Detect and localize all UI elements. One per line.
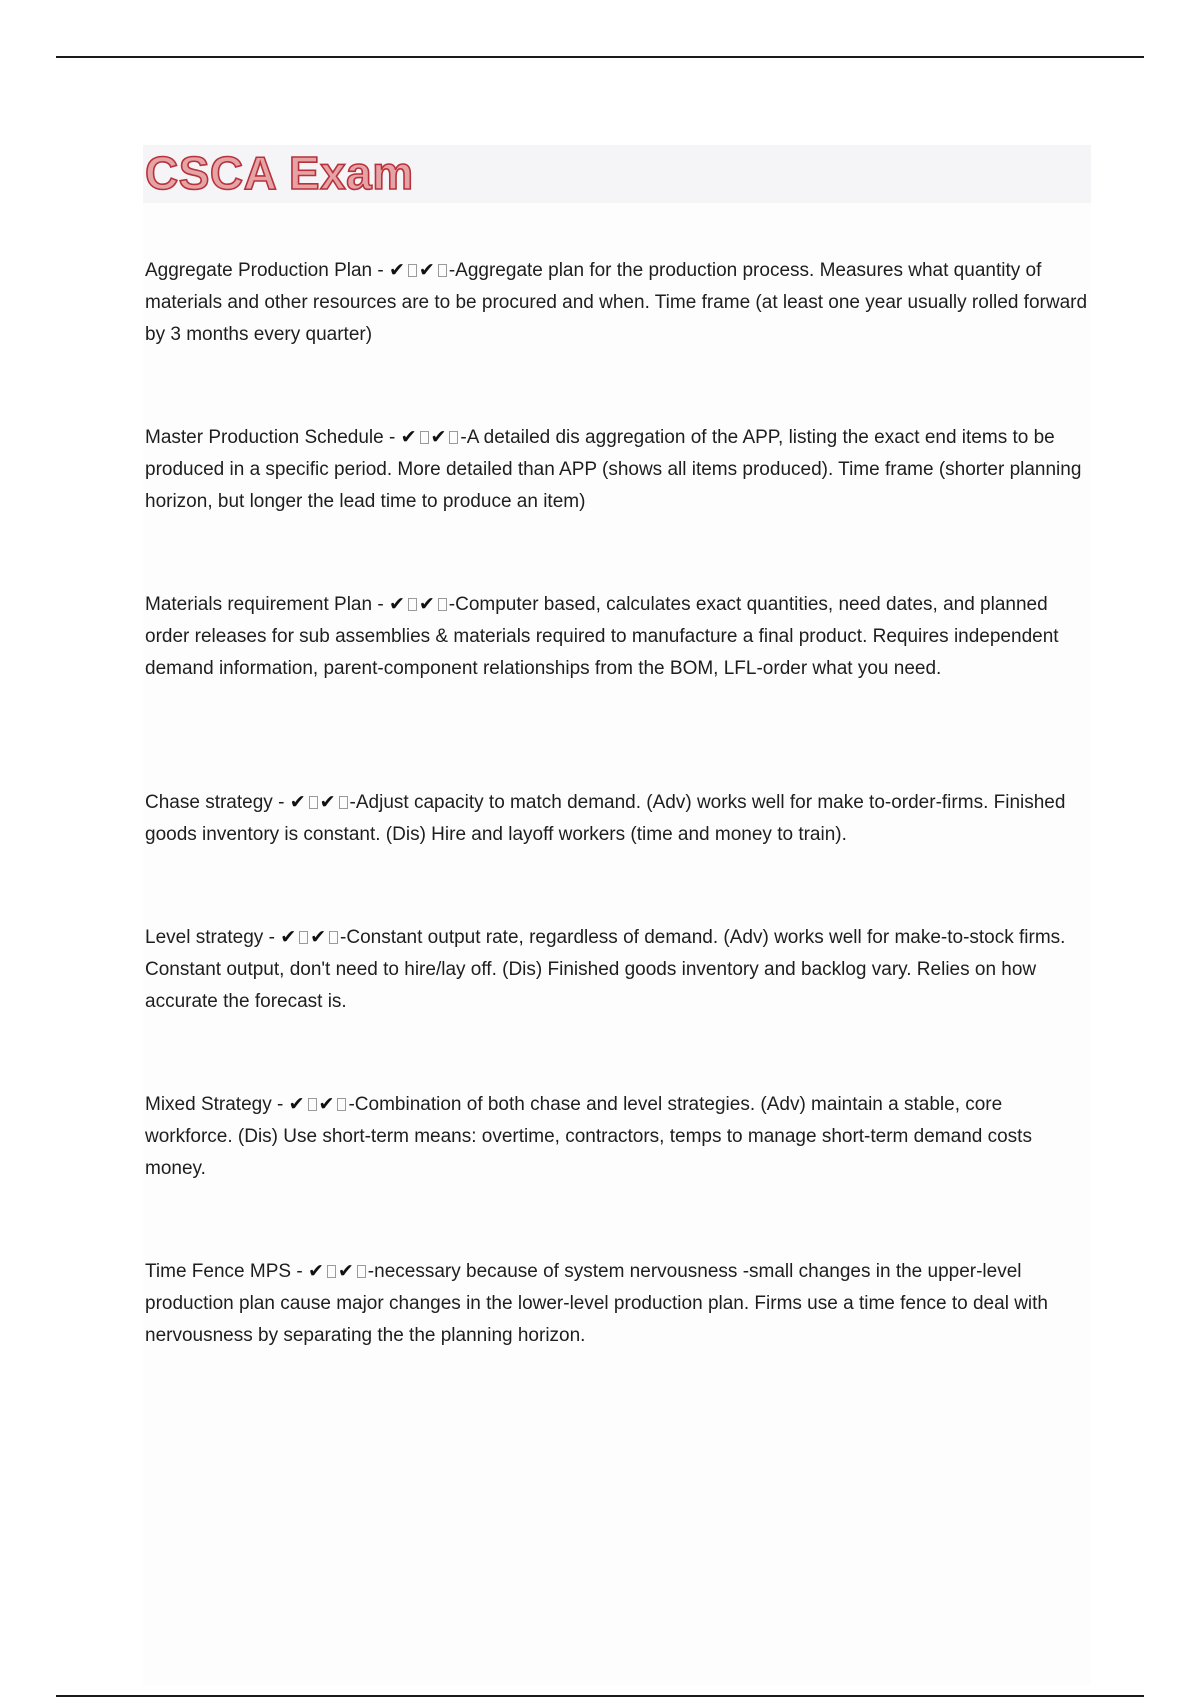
box-icon [329, 931, 338, 944]
entry-aggregate-production-plan [145, 254, 1095, 351]
entry-term: Materials requirement Plan [145, 594, 373, 615]
box-icon [438, 598, 447, 611]
entry-separator: - [383, 427, 401, 448]
page-title: CSCA Exam [145, 147, 414, 199]
check-icon: ✔ [418, 259, 435, 281]
entry-level-strategy [145, 921, 1095, 1018]
entry-materials-requirement-plan [145, 588, 1095, 685]
box-icon [309, 796, 318, 809]
entry-time-fence-mps [145, 1255, 1095, 1352]
entry-separator: - [372, 260, 389, 281]
box-icon [408, 598, 417, 611]
bottom-rule [56, 1695, 1144, 1697]
entry-master-production-schedule [145, 421, 1095, 518]
entry-separator: - [271, 1094, 289, 1115]
entry-chase-strategy [145, 786, 1095, 851]
check-icon: ✔ [400, 426, 417, 448]
box-icon [339, 796, 348, 809]
entry-definition: -Adjust capacity to match demand. (Adv) works well for make to-order-firms. Finished goods inventory is constant. (Dis) Hire and layoff workers (time and money to train). [145, 792, 1066, 845]
check-icon: ✔ [280, 926, 297, 948]
check-icon: ✔ [389, 259, 405, 281]
entry-term: Mixed Strategy [145, 1094, 272, 1115]
check-icon: ✔ [418, 593, 435, 615]
box-icon [337, 1098, 346, 1111]
entry-term: Chase strategy [145, 792, 273, 813]
box-icon [438, 264, 447, 277]
box-icon [408, 264, 417, 277]
entry-mixed-strategy [145, 1088, 1095, 1185]
check-icon: ✔ [337, 1260, 354, 1282]
box-icon [449, 431, 458, 444]
check-icon: ✔ [289, 791, 306, 813]
check-icon: ✔ [318, 1093, 335, 1115]
entry-term: Aggregate Production Plan [145, 260, 373, 281]
entry-definition: -Combination of both chase and level strategies. (Adv) maintain a stable, core workforce. (Dis) Use short-term means: overtime, contractors, temps to manage short-term demand costs money. [145, 1094, 1032, 1179]
box-icon [308, 1098, 317, 1111]
entry-separator: - [372, 594, 389, 615]
box-icon [299, 931, 308, 944]
entry-definition: -Constant output rate, regardless of demand. (Adv) works well for make-to-stock firms. Constant output, don't need to hire/lay off. (Dis) Finished goods inventory and backlog vary. Relies on how accurate the forecast is. [145, 927, 1066, 1012]
entry-term: Level strategy [145, 927, 264, 948]
entry-separator: - [263, 927, 281, 948]
check-icon: ✔ [388, 593, 405, 615]
entry-separator: - [291, 1261, 308, 1282]
entry-definition: -Aggregate plan for the production process. Measures what quantity of materials and other resources are to be procured and when. Time frame (at least one year usually rolled forward by 3 months every quarter) [145, 260, 1088, 345]
box-icon [420, 431, 429, 444]
check-icon: ✔ [319, 791, 336, 813]
box-icon [327, 1265, 336, 1278]
entry-definition: -Computer based, calculates exact quantities, need dates, and planned order releases for sub assemblies & materials required to manufacture a final product. Requires independent demand information, parent-component relationships from the BOM, LFL-order what you need. [145, 594, 1059, 679]
entry-definition: -necessary because of system nervousness -small changes in the upper-level production plan cause major changes in the lower-level production plan. Firms use a time fence to deal with nervousness by separating the the planning horizon. [145, 1261, 1048, 1346]
check-icon: ✔ [310, 926, 327, 948]
entry-term: Master Production Schedule [145, 427, 384, 448]
check-icon: ✔ [288, 1093, 305, 1115]
entry-term: Time Fence MPS [145, 1261, 292, 1282]
entry-definition: -A detailed dis aggregation of the APP, listing the exact end items to be produced in a specific period. More detailed than APP (shows all items produced). Time frame (shorter planning horizon, but longer the lead time to produce an item) [145, 427, 1082, 512]
check-icon: ✔ [307, 1260, 324, 1282]
box-icon [357, 1265, 366, 1278]
top-rule [56, 56, 1144, 58]
entry-separator: - [272, 792, 290, 813]
check-icon: ✔ [430, 426, 447, 448]
content-panel [143, 145, 1091, 1685]
